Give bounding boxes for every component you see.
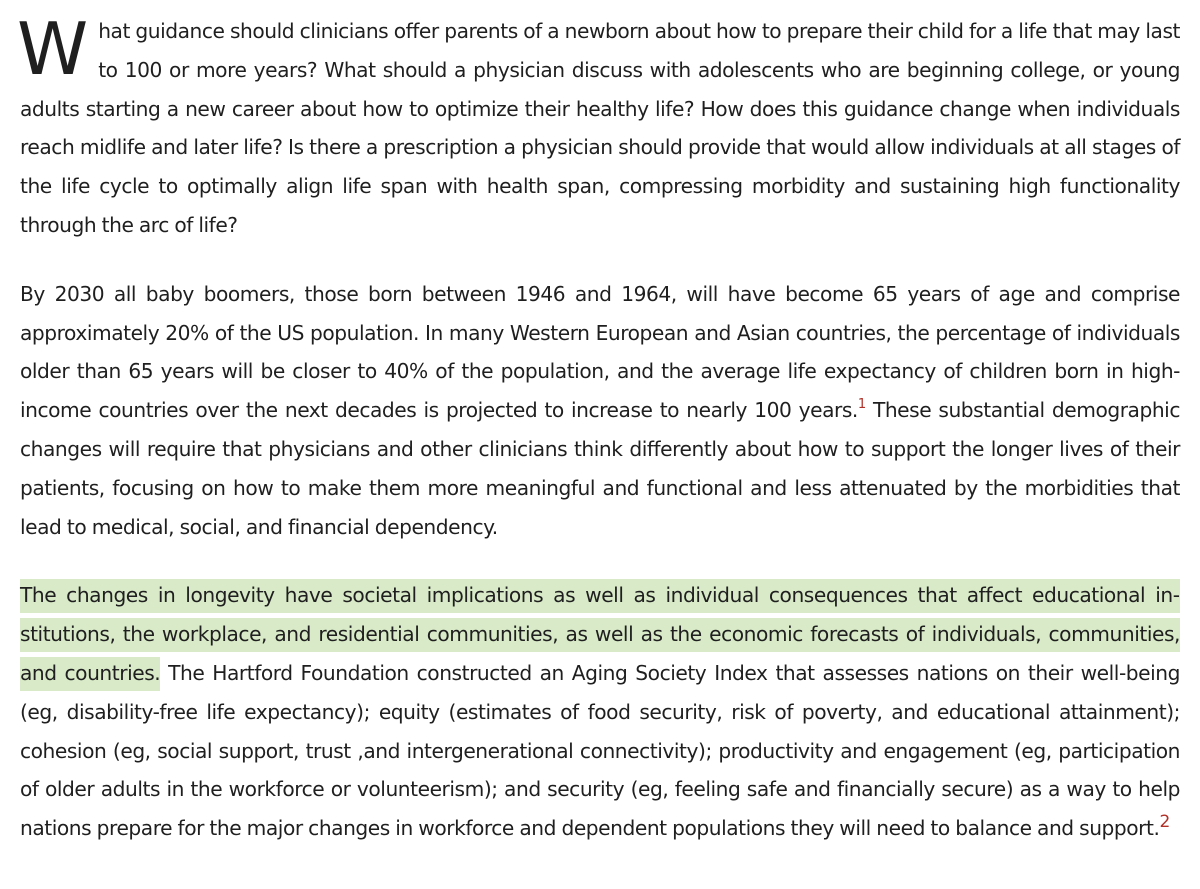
paragraph-demographics xyxy=(20,275,1180,547)
reference-link-1[interactable]: 1 xyxy=(857,397,866,413)
paragraph-intro xyxy=(17,7,1180,245)
paragraph-text: The Hartford Foundation constructed an Aging Society Index that assesses nations on their well-being (eg, disability-free life expectancy); equity (estimates of food security, risk of poverty, and educational attainment); cohesion (eg, social support, trust ,and intergenerational connectivity); productivity and engagement (eg, participation of older adults in the workforce or volunteerism); and security (eg, feeling safe and financially secure) as a way to help nations prepare for the major changes in workforce and dependent populations they will need to balance and support. xyxy=(20,660,1180,841)
paragraph-text-continued: These substantial demographic changes will require that physicians and other clinicians think differently about how to support the longer lives of their patients, focusing on how to make them more meaningful and functional and less attenuated by the morbidities that lead to medical, social, and financial dependency. xyxy=(20,398,1180,539)
paragraph-text: By 2030 all baby boomers, those born between 1946 and 1964, will have become 65 years of age and comprise approximately 20% of the US population. In many Western European and Asian countries, the percentage of individuals older than 65 years will be closer to 40% of the population, and the average life expectancy of children born in high-income countries over the next decades is projected to increase to nearly 100 years. xyxy=(20,281,1180,423)
paragraph-text: hat guidance should clinicians offer parents of a newborn about how to prepare their child for a life that may last to 100 or more years? What should a physician discuss with adolescents who are beginning college, or young adults starting a new career about how to optimize their healthy life? How does this guidance change when individuals reach midlife and later life? Is there a prescription a physician should provide that would allow individuals at all stages of the life cycle to optimally align life span with health span, compressing morbidity and sustaining high functionality through the arc of life? xyxy=(20,19,1180,237)
highlighted-text[interactable]: The changes in longevity have societal implications as well as individual consequences that affect educational institutions, the workplace, and residential communities, as well as the economic forecasts of individuals, communities, and countries. xyxy=(20,579,1180,691)
paragraph-longevity xyxy=(20,576,1180,848)
reference-link-2[interactable]: 2 xyxy=(1159,812,1170,833)
article-body xyxy=(17,7,1180,848)
drop-cap: W xyxy=(17,7,89,91)
